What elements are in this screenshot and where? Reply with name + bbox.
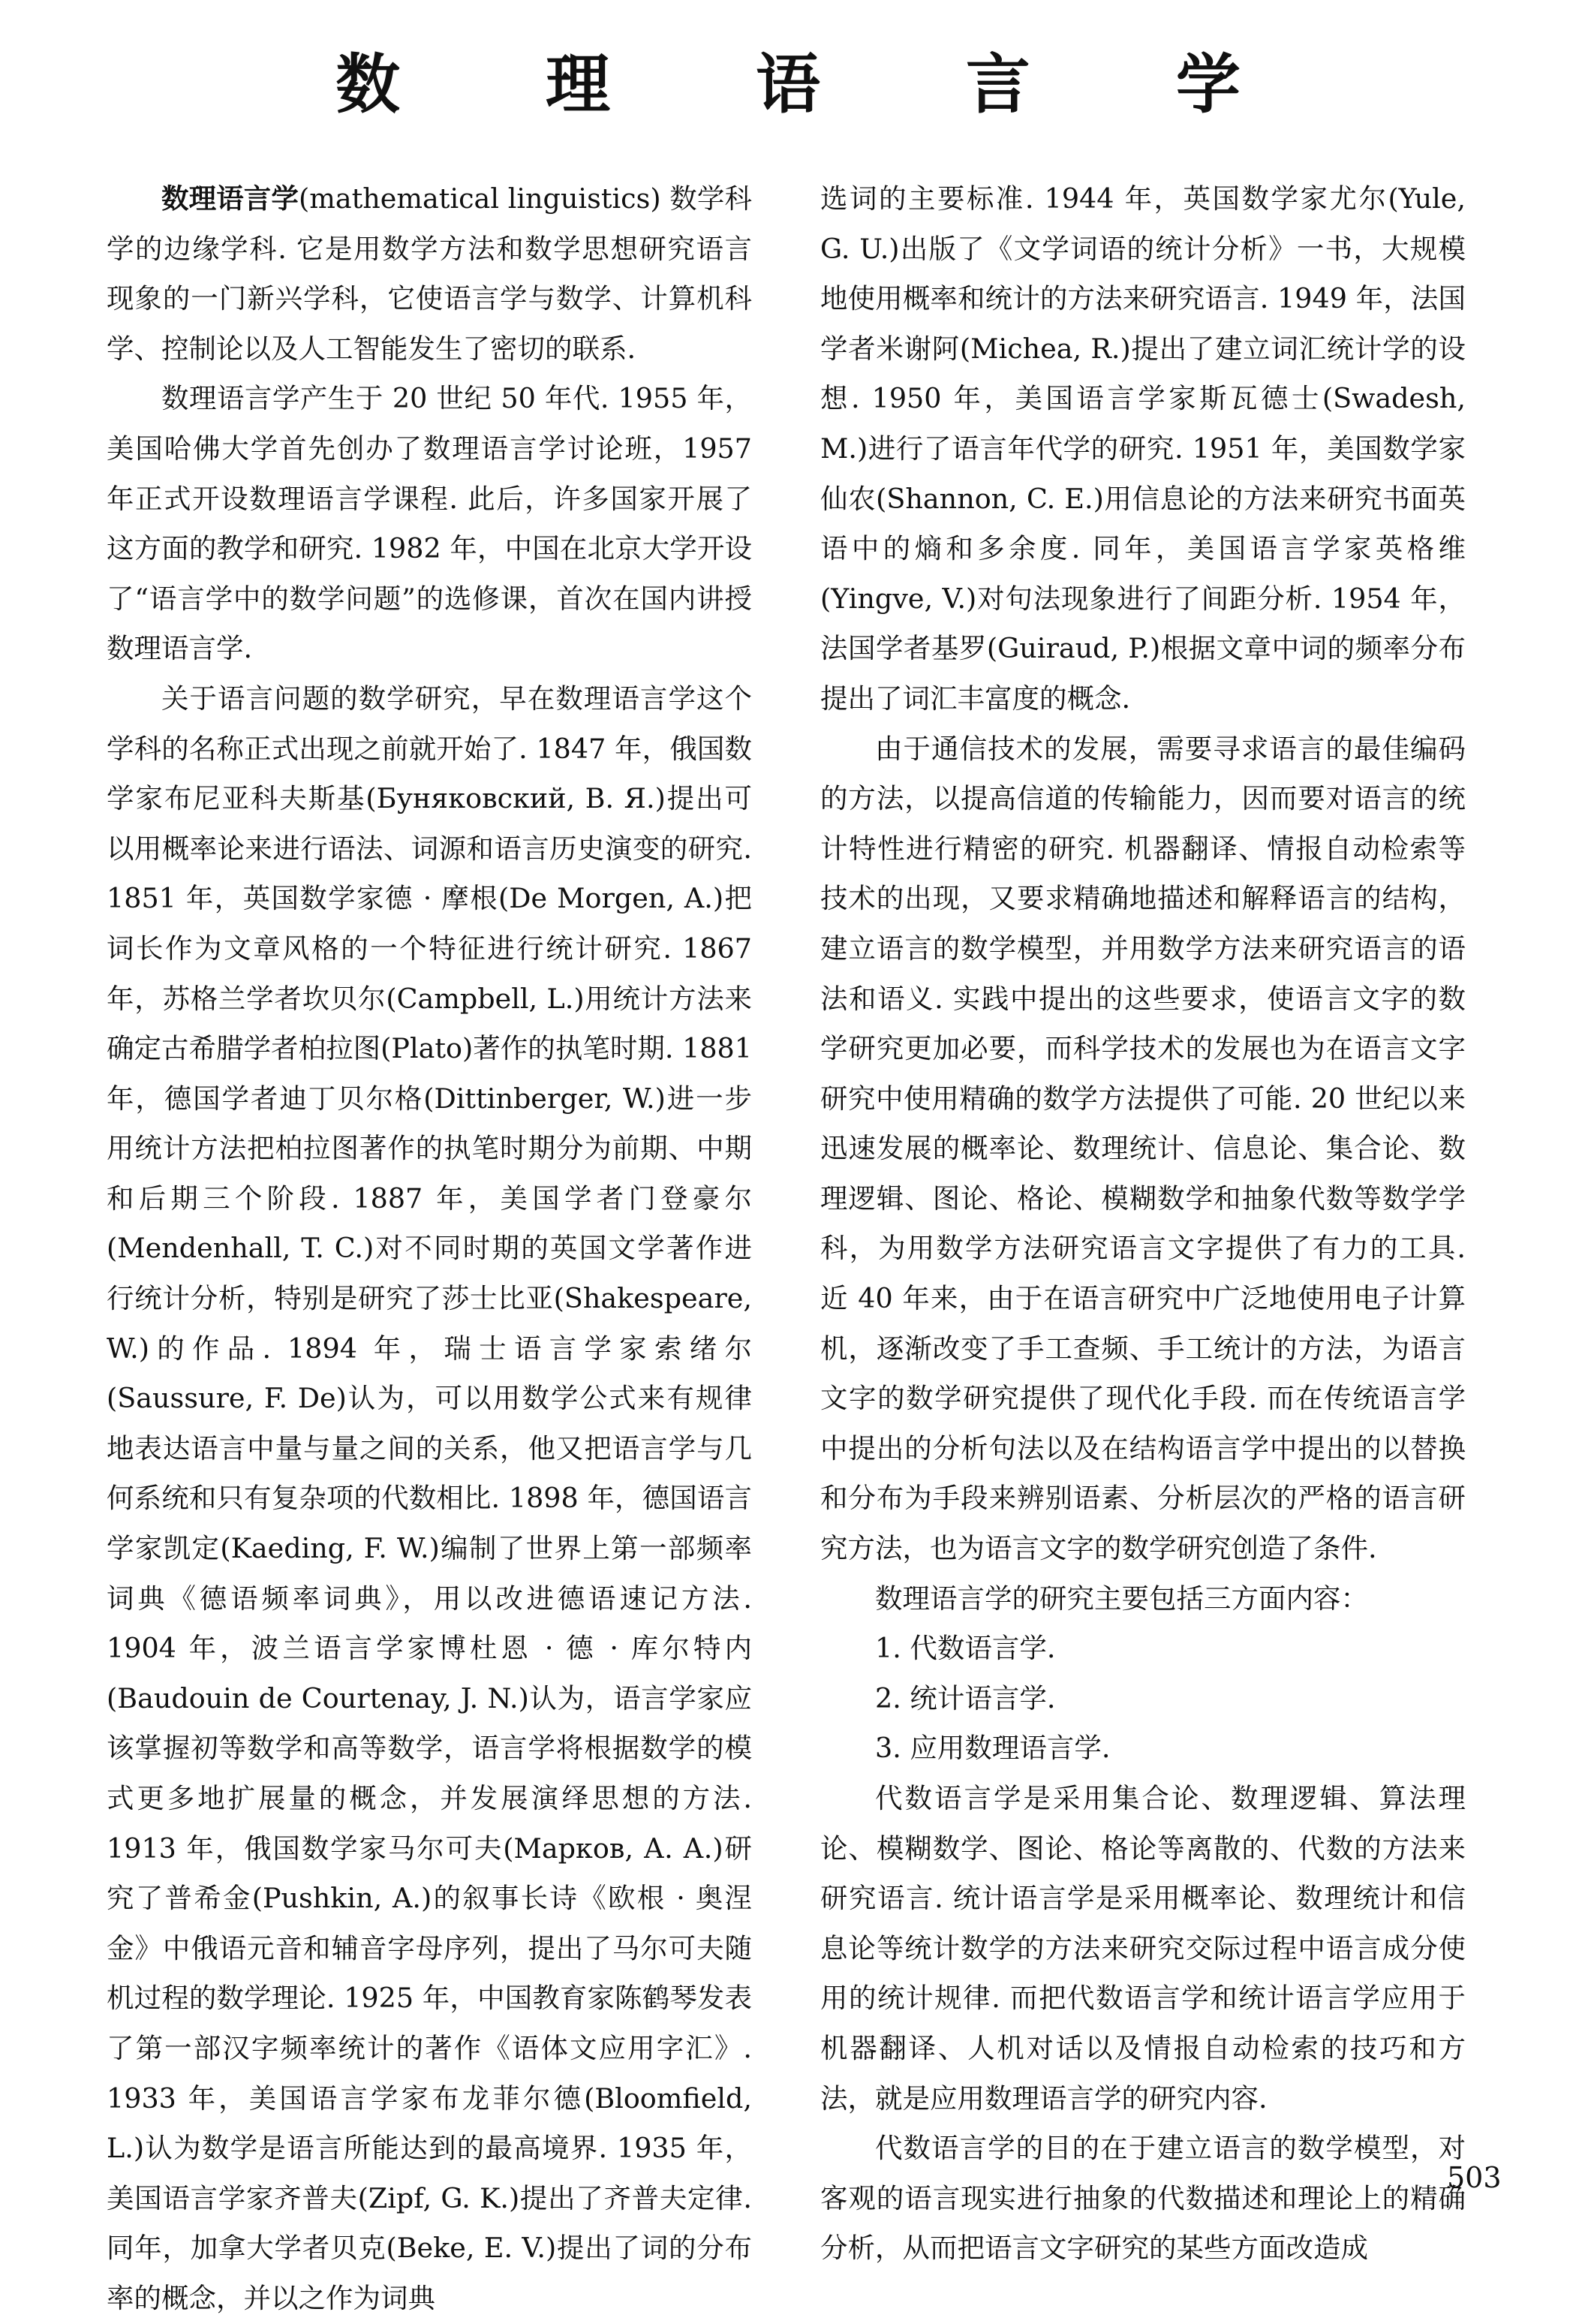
right-column: [820, 174, 1466, 2274]
intro-paragraph: [107, 174, 752, 374]
list-item: 3. 应用数理语言学.: [875, 1732, 1111, 1765]
list-item: 1. 代数语言学.: [875, 1632, 1056, 1665]
algebraic-paragraph: 代数语言学的目的在于建立语言的数学模型，对客观的语言现实进行抽象的代数描述和理论上的精确分析，从而把语言文字研究的某些方面改造成: [820, 2132, 1466, 2265]
early-research-paragraph: 关于语言问题的数学研究，早在数理语言学这个学科的名称正式出现之前就开始了. 1847 年，俄国数学家布尼亚科夫斯基(Буняковский, В. Я.)提出可以用概率论来进行语法、词源和语言历史演变的研究. 1851 年，英国数学家德 · 摩根(De Morgen, A.)把词长作为文章风格的一个特征进行统计研究. 1867 年，苏格兰学者坎贝尔(Campbell, L.)用统计方法来确定古希腊学者柏拉图(Plato)著作的执笔时期. 1881 年，德国学者迪丁贝尔格(Dittinberger, W.)进一步用统计方法把柏拉图著作的执笔时期分为前期、中期和后期三个阶段. 1887 年，美国学者门登豪尔(Mendenhall, T. C.)对不同时期的英国文学著作进行统计分析，特别是研究了莎士比亚(Shakespeare, W.)的作品. 1894 年，瑞士语言学家索绪尔(Saussure, F. De)认为，可以用数学公式来有规律地表达语言中量与量之间的关系，他又把语言学与几何系统和只有复杂项的代数相比. 1898 年，德国语言学家凯定(Kaeding, F. W.)编制了世界上第一部频率词典《德语频率词典》，用以改进德语速记方法. 1904 年，波兰语言学家博杜恩 · 德 · 库尔特内(Baudouin de Courtenay, J. N.)认为，语言学家应该掌握初等数学和高等数学，语言学将根据数学的模式更多地扩展量的概念，并发展演绎思想的方法. 1913 年，俄国数学家马尔可夫(Марков, А. А.)研究了普希金(Pushkin, A.)的叙事长诗《欧根 · 奥涅金》中俄语元音和辅音字母序列，提出了马尔可夫随机过程的数学理论. 1925 年，中国教育家陈鹤琴发表了第一部汉字频率统计的著作《语体文应用字汇》. 1933 年，美国语言学家布龙菲尔德(Bloomfield, L.)认为数学是语言所能达到的最高境界. 1935 年，美国语言学家齐普夫(Zipf, G. K.)提出了齐普夫定律. 同年，加拿大学者贝克(Beke, E. V.)提出了词的分布率的概念，并以之作为词典: [107, 682, 752, 2314]
entry-term: 数理语言学: [161, 182, 299, 215]
continued-paragraph: 选词的主要标准. 1944 年，英国数学家尤尔(Yule, G. U.)出版了《文学词语的统计分析》一书，大规模地使用概率和统计的方法来研究语言. 1949 年，法国学者米谢阿(Michea, R.)提出了建立词汇统计学的设想. 1950 年，美国语言学家斯瓦德士(Swadesh, M.)进行了语言年代学的研究. 1951 年，美国数学家仙农(Shannon, C. E.)用信息论的方法来研究书面英语中的熵和多余度. 同年，美国语言学家英格维(Yingve, V.)对句法现象进行了间距分析. 1954 年，法国学者基罗(Guiraud, P.)根据文章中词的频率分布提出了词汇丰富度的概念.: [820, 182, 1466, 715]
page-number: 503: [1447, 2161, 1502, 2194]
list-item: 2. 统计语言学.: [875, 1681, 1056, 1714]
left-column: [107, 174, 752, 2324]
history-paragraph: 数理语言学产生于 20 世纪 50 年代. 1955 年，美国哈佛大学首先创办了数理语言学讨论班，1957 年正式开设数理语言学课程. 此后，许多国家开展了这方面的教学和研究. 1982 年，中国在北京大学开设了“语言学中的数学问题”的选修课，首次在国内讲授数理语言学.: [107, 382, 752, 665]
entry-definition: (mathematical linguistics) 数学科学的边缘学科. 它是用数学方法和数学思想研究语言现象的一门新兴学科，它使语言学与数学、计算机科学、控制论以及人工智能发生了密切的联系.: [107, 182, 752, 365]
definitions-paragraph: 代数语言学是采用集合论、数理逻辑、算法理论、模糊数学、图论、格论等离散的、代数的方法来研究语言. 统计语言学是采用概率论、数理统计和信息论等统计数学的方法来研究交际过程中语言成分使用的统计规律. 而把代数语言学和统计语言学应用于机器翻译、人机对话以及情报自动检索的技巧和方法，就是应用数理语言学的研究内容.: [820, 1782, 1466, 2115]
development-paragraph: 由于通信技术的发展，需要寻求语言的最佳编码的方法，以提高信道的传输能力，因而要对语言的统计特性进行精密的研究. 机器翻译、情报自动检索等技术的出现，又要求精确地描述和解释语言的结构，建立语言的数学模型，并用数学方法来研究语言的语法和语义. 实践中提出的这些要求，使语言文字的数学研究更加必要，而科学技术的发展也为在语言文字研究中使用精确的数学方法提供了可能. 20 世纪以来迅速发展的概率论、数理统计、信息论、集合论、数理逻辑、图论、格论、模糊数学和抽象代数等数学学科，为用数学方法研究语言文字提供了有力的工具. 近 40 年来，由于在语言研究中广泛地使用电子计算机，逐渐改变了手工查频、手工统计的方法，为语言文字的数学研究提供了现代化手段. 而在传统语言学中提出的分析句法以及在结构语言学中提出的以替换和分布为手段来辨别语素、分析层次的严格的语言研究方法，也为语言文字的数学研究创造了条件.: [820, 732, 1466, 1565]
research-scope-paragraph: 数理语言学的研究主要包括三方面内容：: [875, 1582, 1368, 1615]
page-title: 数 理 语 言 学: [335, 47, 1302, 122]
